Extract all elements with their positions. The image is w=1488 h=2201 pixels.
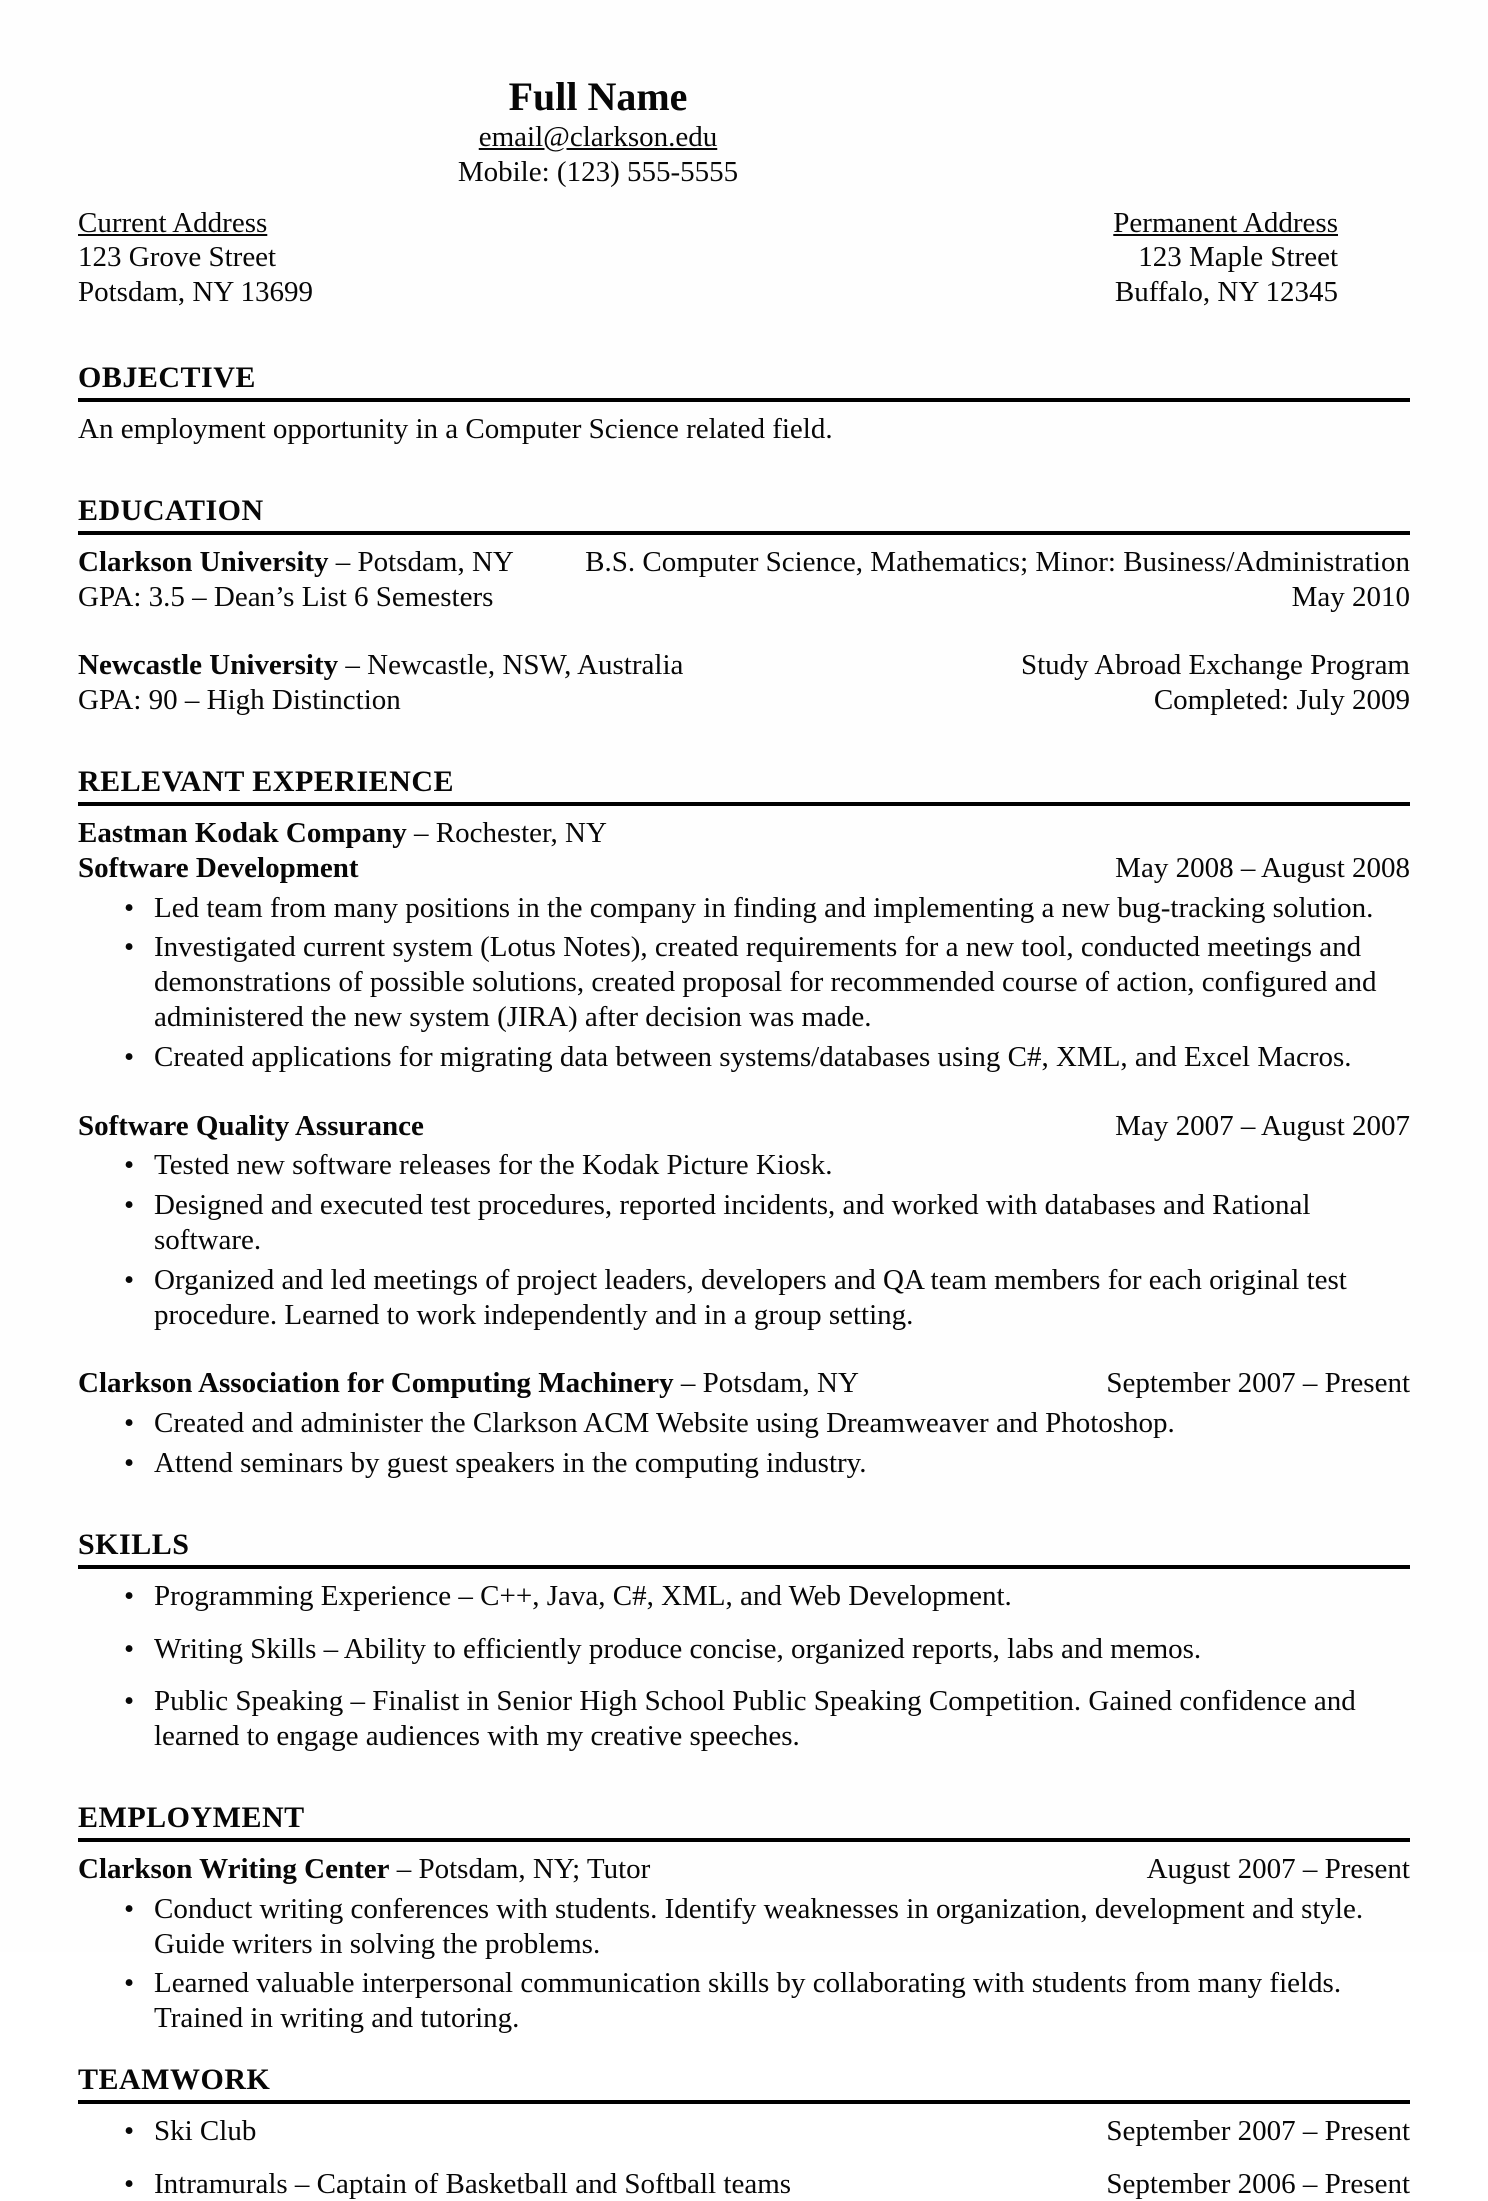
- section-teamwork: [78, 2062, 1410, 2201]
- company-location: – Rochester, NY: [414, 816, 607, 849]
- current-address-label: Current Address: [78, 206, 268, 239]
- teamwork-bullets: [78, 2114, 1410, 2201]
- company-location: – Potsdam, NY; Tutor: [396, 1852, 651, 1885]
- teamwork-text: • Intramurals – Captain of Basketball and Softball teams: [154, 2167, 792, 2200]
- teamwork-date: September 2007 – Present: [1106, 2114, 1410, 2147]
- software-development-bullets: [78, 891, 1410, 1075]
- permanent-address-street: 123 Maple Street: [1138, 241, 1338, 274]
- teamwork-item: [78, 2114, 1410, 2149]
- school-degree: B.S. Computer Science, Mathematics; Minor: Business/Administration: [585, 545, 1410, 578]
- skills-heading: SKILLS: [78, 1527, 1410, 1569]
- section-relevant-experience: [78, 764, 1410, 1481]
- school-name-location: [78, 545, 514, 580]
- education-row-newcastle-gpa: [78, 683, 1410, 718]
- school-gpa: GPA: 90 – High Distinction: [78, 684, 401, 717]
- company-date: September 2007 – Present: [1106, 1367, 1410, 1400]
- company-line-writing-center: [78, 1852, 1410, 1887]
- experience-heading: RELEVANT EXPERIENCE: [78, 764, 1410, 806]
- section-objective: [78, 360, 1410, 447]
- company-line-kodak: [78, 816, 1410, 851]
- position-line-software-qa: [78, 1109, 1410, 1144]
- company-name-location: [78, 1366, 859, 1401]
- bullet-item: • Public Speaking – Finalist in Senior High School Public Speaking Competition. Gained confidence and learned to engage audiences with my creative speeches.: [78, 1684, 1410, 1754]
- writing-center-bullets: [78, 1892, 1410, 2036]
- position-date: May 2008 – August 2008: [1115, 851, 1410, 884]
- school-name: Clarkson University: [78, 545, 329, 578]
- acm-bullets: [78, 1406, 1410, 1481]
- bullet-item: • Attend seminars by guest speakers in the computing industry.: [78, 1446, 1410, 1481]
- bullet-item: • Organized and led meetings of project leaders, developers and QA team members for each original test procedure. Learned to work independently and in a group setting.: [78, 1263, 1410, 1333]
- school-location: – Potsdam, NY: [335, 545, 514, 578]
- education-row-clarkson: [78, 545, 1410, 580]
- section-skills: [78, 1527, 1410, 1754]
- school-name: Newcastle University: [78, 649, 339, 682]
- position-line-software-development: [78, 851, 1410, 886]
- school-date: May 2010: [1291, 580, 1410, 613]
- position-title: Software Quality Assurance: [78, 1109, 424, 1142]
- school-gpa: GPA: 3.5 – Dean’s List 6 Semesters: [78, 580, 494, 613]
- bullet-item: • Writing Skills – Ability to efficiently produce concise, organized reports, labs and memos.: [78, 1632, 1410, 1667]
- current-address-city: Potsdam, NY 13699: [78, 276, 313, 309]
- bullet-item: • Conduct writing conferences with students. Identify weaknesses in organization, development and style. Guide writers in solving the problems.: [78, 1892, 1410, 1962]
- employment-heading: EMPLOYMENT: [78, 1800, 1410, 1842]
- bullet-item: • Led team from many positions in the company in finding and implementing a new bug-tracking solution.: [78, 891, 1410, 926]
- mobile-text: Mobile: (123) 555-5555: [457, 155, 739, 188]
- school-date: Completed: July 2009: [1153, 684, 1410, 717]
- skills-bullets: [78, 1579, 1410, 1754]
- objective-text: An employment opportunity in a Computer Science related field.: [78, 412, 833, 445]
- company-location: – Potsdam, NY: [680, 1367, 859, 1400]
- teamwork-heading: TEAMWORK: [78, 2062, 1410, 2104]
- email-text: email@clarkson.edu: [478, 121, 718, 153]
- permanent-address-city: Buffalo, NY 12345: [1114, 276, 1338, 309]
- current-address-street: 123 Grove Street: [78, 241, 277, 274]
- school-program: Study Abroad Exchange Program: [1020, 649, 1410, 682]
- teamwork-row: [154, 2114, 1410, 2149]
- bullet-item: • Created applications for migrating data between systems/databases using C#, XML, and Excel Macros.: [78, 1040, 1410, 1075]
- resume-header: [78, 74, 1410, 310]
- objective-heading: OBJECTIVE: [78, 360, 1410, 402]
- teamwork-item: [78, 2167, 1410, 2201]
- company-date: August 2007 – Present: [1146, 1852, 1410, 1885]
- bullet-item: • Tested new software releases for the Kodak Picture Kiosk.: [78, 1148, 1410, 1183]
- teamwork-date: September 2006 – Present: [1106, 2167, 1410, 2200]
- section-employment: [78, 1800, 1410, 2036]
- permanent-address-block: [1113, 206, 1338, 310]
- company-line-acm: [78, 1366, 1410, 1401]
- bullet-item: • Designed and executed test procedures, reported incidents, and worked with databases and Rational software.: [78, 1188, 1410, 1258]
- permanent-address-label: Permanent Address: [1113, 206, 1338, 239]
- teamwork-text: • Ski Club: [154, 2114, 257, 2147]
- education-row-clarkson-gpa: [78, 580, 1410, 615]
- bullet-item: • Investigated current system (Lotus Notes), created requirements for a new tool, conducted meetings and demonstrations of possible solutions, created proposal for recommended course of action, configured and administered the new system (JIRA) after decision was made.: [78, 930, 1410, 1034]
- school-location: – Newcastle, NSW, Australia: [345, 649, 684, 682]
- position-title: Software Development: [78, 851, 359, 884]
- company-name-location: [78, 1852, 650, 1887]
- bullet-item: • Programming Experience – C++, Java, C#, XML, and Web Development.: [78, 1579, 1410, 1614]
- school-name-location: [78, 648, 683, 683]
- bullet-item: • Learned valuable interpersonal communication skills by collaborating with students from many fields. Trained in writing and tutoring.: [78, 1966, 1410, 2036]
- company-name: Clarkson Association for Computing Machinery: [78, 1367, 674, 1400]
- section-education: [78, 493, 1410, 718]
- bullet-item: • Created and administer the Clarkson ACM Website using Dreamweaver and Photoshop.: [78, 1406, 1410, 1441]
- addresses-row: [78, 206, 1410, 310]
- full-name: Full Name: [508, 74, 688, 119]
- education-heading: EDUCATION: [78, 493, 1410, 535]
- education-row-newcastle: [78, 648, 1410, 683]
- company-name: Eastman Kodak Company: [78, 816, 407, 849]
- contact-block: [0, 74, 1264, 190]
- current-address-block: [78, 206, 313, 310]
- software-qa-bullets: [78, 1148, 1410, 1332]
- company-name: Clarkson Writing Center: [78, 1852, 390, 1885]
- position-date: May 2007 – August 2007: [1115, 1109, 1410, 1142]
- teamwork-row: [154, 2167, 1410, 2201]
